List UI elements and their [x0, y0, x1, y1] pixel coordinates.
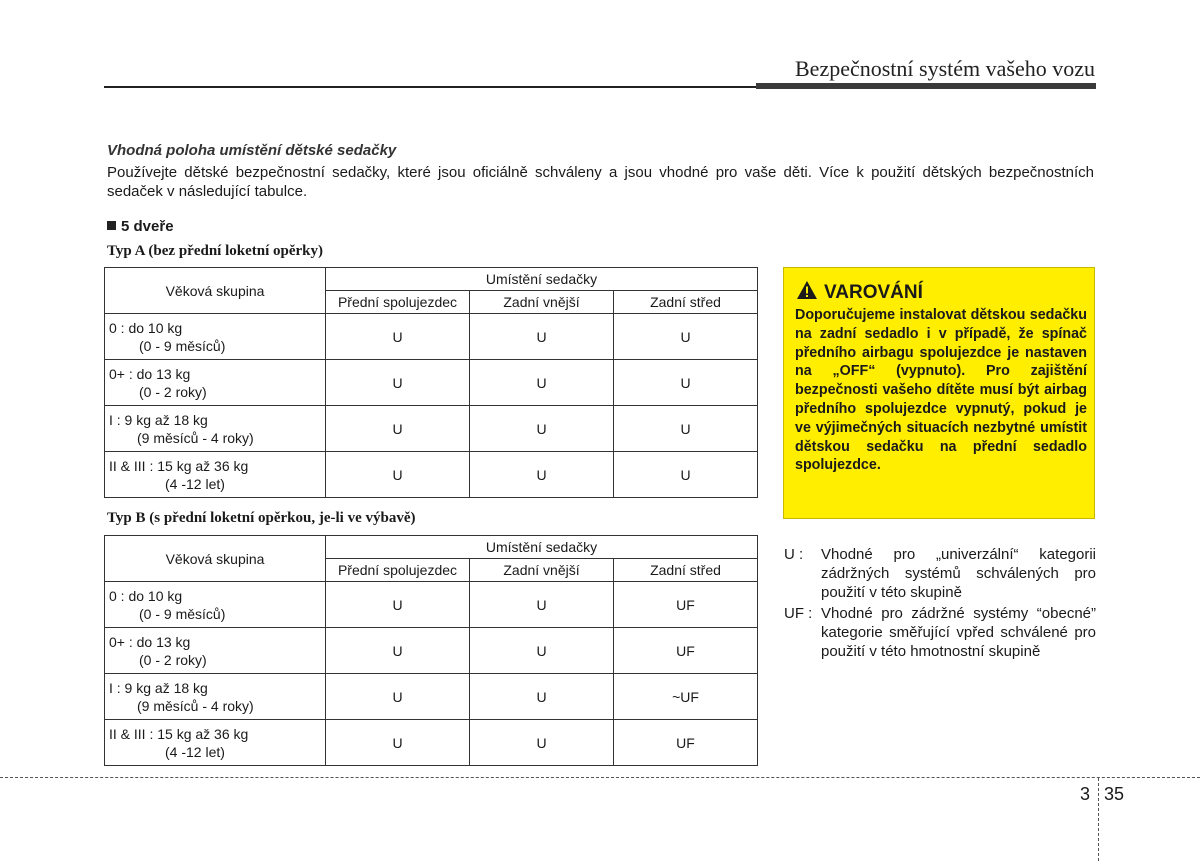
table-cell: U	[470, 720, 614, 766]
chapter-number: 3	[1080, 784, 1091, 804]
group-cell: II & III : 15 kg až 36 kg (4 -12 let)	[105, 452, 326, 498]
table-a-col-seat: Umístění sedačky	[326, 268, 758, 291]
table-b-col-header: Přední spolujezdec	[326, 559, 470, 582]
table-cell: ~UF	[614, 674, 758, 720]
group-cell: I : 9 kg až 18 kg (9 měsíců - 4 roky)	[105, 674, 326, 720]
section-label-text: 5 dveře	[121, 218, 174, 235]
table-b-col-group: Věková skupina	[105, 536, 326, 582]
table-b-heading: Typ B (s přední loketní opěrkou, je-li ve výbavě)	[107, 510, 416, 526]
table-cell: U	[326, 452, 470, 498]
table-a-col-header: Zadní vnější	[470, 291, 614, 314]
table-b	[104, 535, 758, 766]
group-cell: 0 : do 10 kg (0 - 9 měsíců)	[105, 582, 326, 628]
table-b-col-header: Zadní vnější	[470, 559, 614, 582]
table-a-col-header: Zadní střed	[614, 291, 758, 314]
table-cell: U	[326, 360, 470, 406]
page-number: 35	[1104, 784, 1125, 804]
table-b-col-header: Zadní střed	[614, 559, 758, 582]
table-row	[105, 452, 758, 498]
table-cell: U	[326, 406, 470, 452]
table-cell: UF	[614, 582, 758, 628]
warning-title	[796, 280, 923, 304]
footer-vertical-divider	[1098, 778, 1099, 861]
footer-divider	[0, 777, 1200, 778]
table-a	[104, 267, 758, 498]
table-cell: U	[470, 314, 614, 360]
group-cell: II & III : 15 kg až 36 kg (4 -12 let)	[105, 720, 326, 766]
table-cell: U	[614, 360, 758, 406]
table-row	[105, 360, 758, 406]
table-row	[105, 720, 758, 766]
table-row	[105, 582, 758, 628]
group-cell: 0+ : do 13 kg (0 - 2 roky)	[105, 628, 326, 674]
warning-title-text: VAROVÁNÍ	[824, 282, 923, 303]
square-bullet-icon	[107, 221, 116, 230]
table-row	[105, 314, 758, 360]
table-cell: U	[470, 674, 614, 720]
group-cell: I : 9 kg až 18 kg (9 měsíců - 4 roky)	[105, 406, 326, 452]
legend-item-uf	[784, 604, 1096, 661]
group-cell: 0+ : do 13 kg (0 - 2 roky)	[105, 360, 326, 406]
table-row	[105, 406, 758, 452]
table-cell: U	[614, 452, 758, 498]
legend-key: UF :	[784, 605, 813, 622]
header-rule	[104, 86, 756, 88]
legend-item-u	[784, 545, 1096, 602]
table-cell: U	[326, 314, 470, 360]
table-cell: UF	[614, 628, 758, 674]
intro-heading: Vhodná poloha umístění dětské sedačky	[107, 142, 397, 159]
table-b-col-seat: Umístění sedačky	[326, 536, 758, 559]
table-cell: U	[614, 314, 758, 360]
table-cell: U	[470, 360, 614, 406]
table-cell: U	[614, 406, 758, 452]
table-cell: UF	[614, 720, 758, 766]
table-cell: U	[326, 674, 470, 720]
warning-box	[783, 267, 1095, 519]
table-cell: U	[326, 628, 470, 674]
table-a-col-header: Přední spolujezdec	[326, 291, 470, 314]
section-label	[107, 218, 174, 235]
table-cell: U	[470, 406, 614, 452]
table-a-heading: Typ A (bez přední loketní opěrky)	[107, 243, 323, 259]
legend-key: U :	[784, 546, 804, 563]
table-a-col-group: Věková skupina	[105, 268, 326, 314]
warning-text: Doporučujeme instalovat dětskou sedačku na zadní sedadlo i v případě, že spínač předního airbagu spolujezdce je nastaven na „OFF“ (vypnuto). Pro zajištění bezpečnosti vašeho dítěte musí být airbag předního spolujezdce vypnutý, pokud je ve výjimečných situacích nezbytné umístit dětskou sedačku na přední sedadlo spolujezdce.	[795, 307, 1087, 474]
legend-text: Vhodné pro „univerzální“ kategorii zádržných systémů schválených pro použití v této skupině	[821, 546, 1096, 601]
intro-text: Používejte dětské bezpečnostní sedačky, které jsou oficiálně schváleny a jsou vhodné pro vaše děti. Více k použití dětských bezpečnostních sedaček v následující tabulce.	[107, 164, 1094, 200]
group-cell: 0 : do 10 kg (0 - 9 měsíců)	[105, 314, 326, 360]
table-cell: U	[470, 452, 614, 498]
page-header-title: Bezpečnostní systém vašeho vozu	[795, 56, 1095, 81]
table-cell: U	[326, 720, 470, 766]
table-row	[105, 628, 758, 674]
table-cell: U	[326, 582, 470, 628]
warning-triangle-icon	[796, 280, 818, 300]
header-bar	[756, 83, 1096, 89]
table-cell: U	[470, 582, 614, 628]
table-cell: U	[470, 628, 614, 674]
table-row	[105, 674, 758, 720]
legend-text: Vhodné pro zádržné systémy “obecné” kategorie směřující vpřed schválené pro použití v této hmotnostní skupině	[821, 605, 1096, 660]
